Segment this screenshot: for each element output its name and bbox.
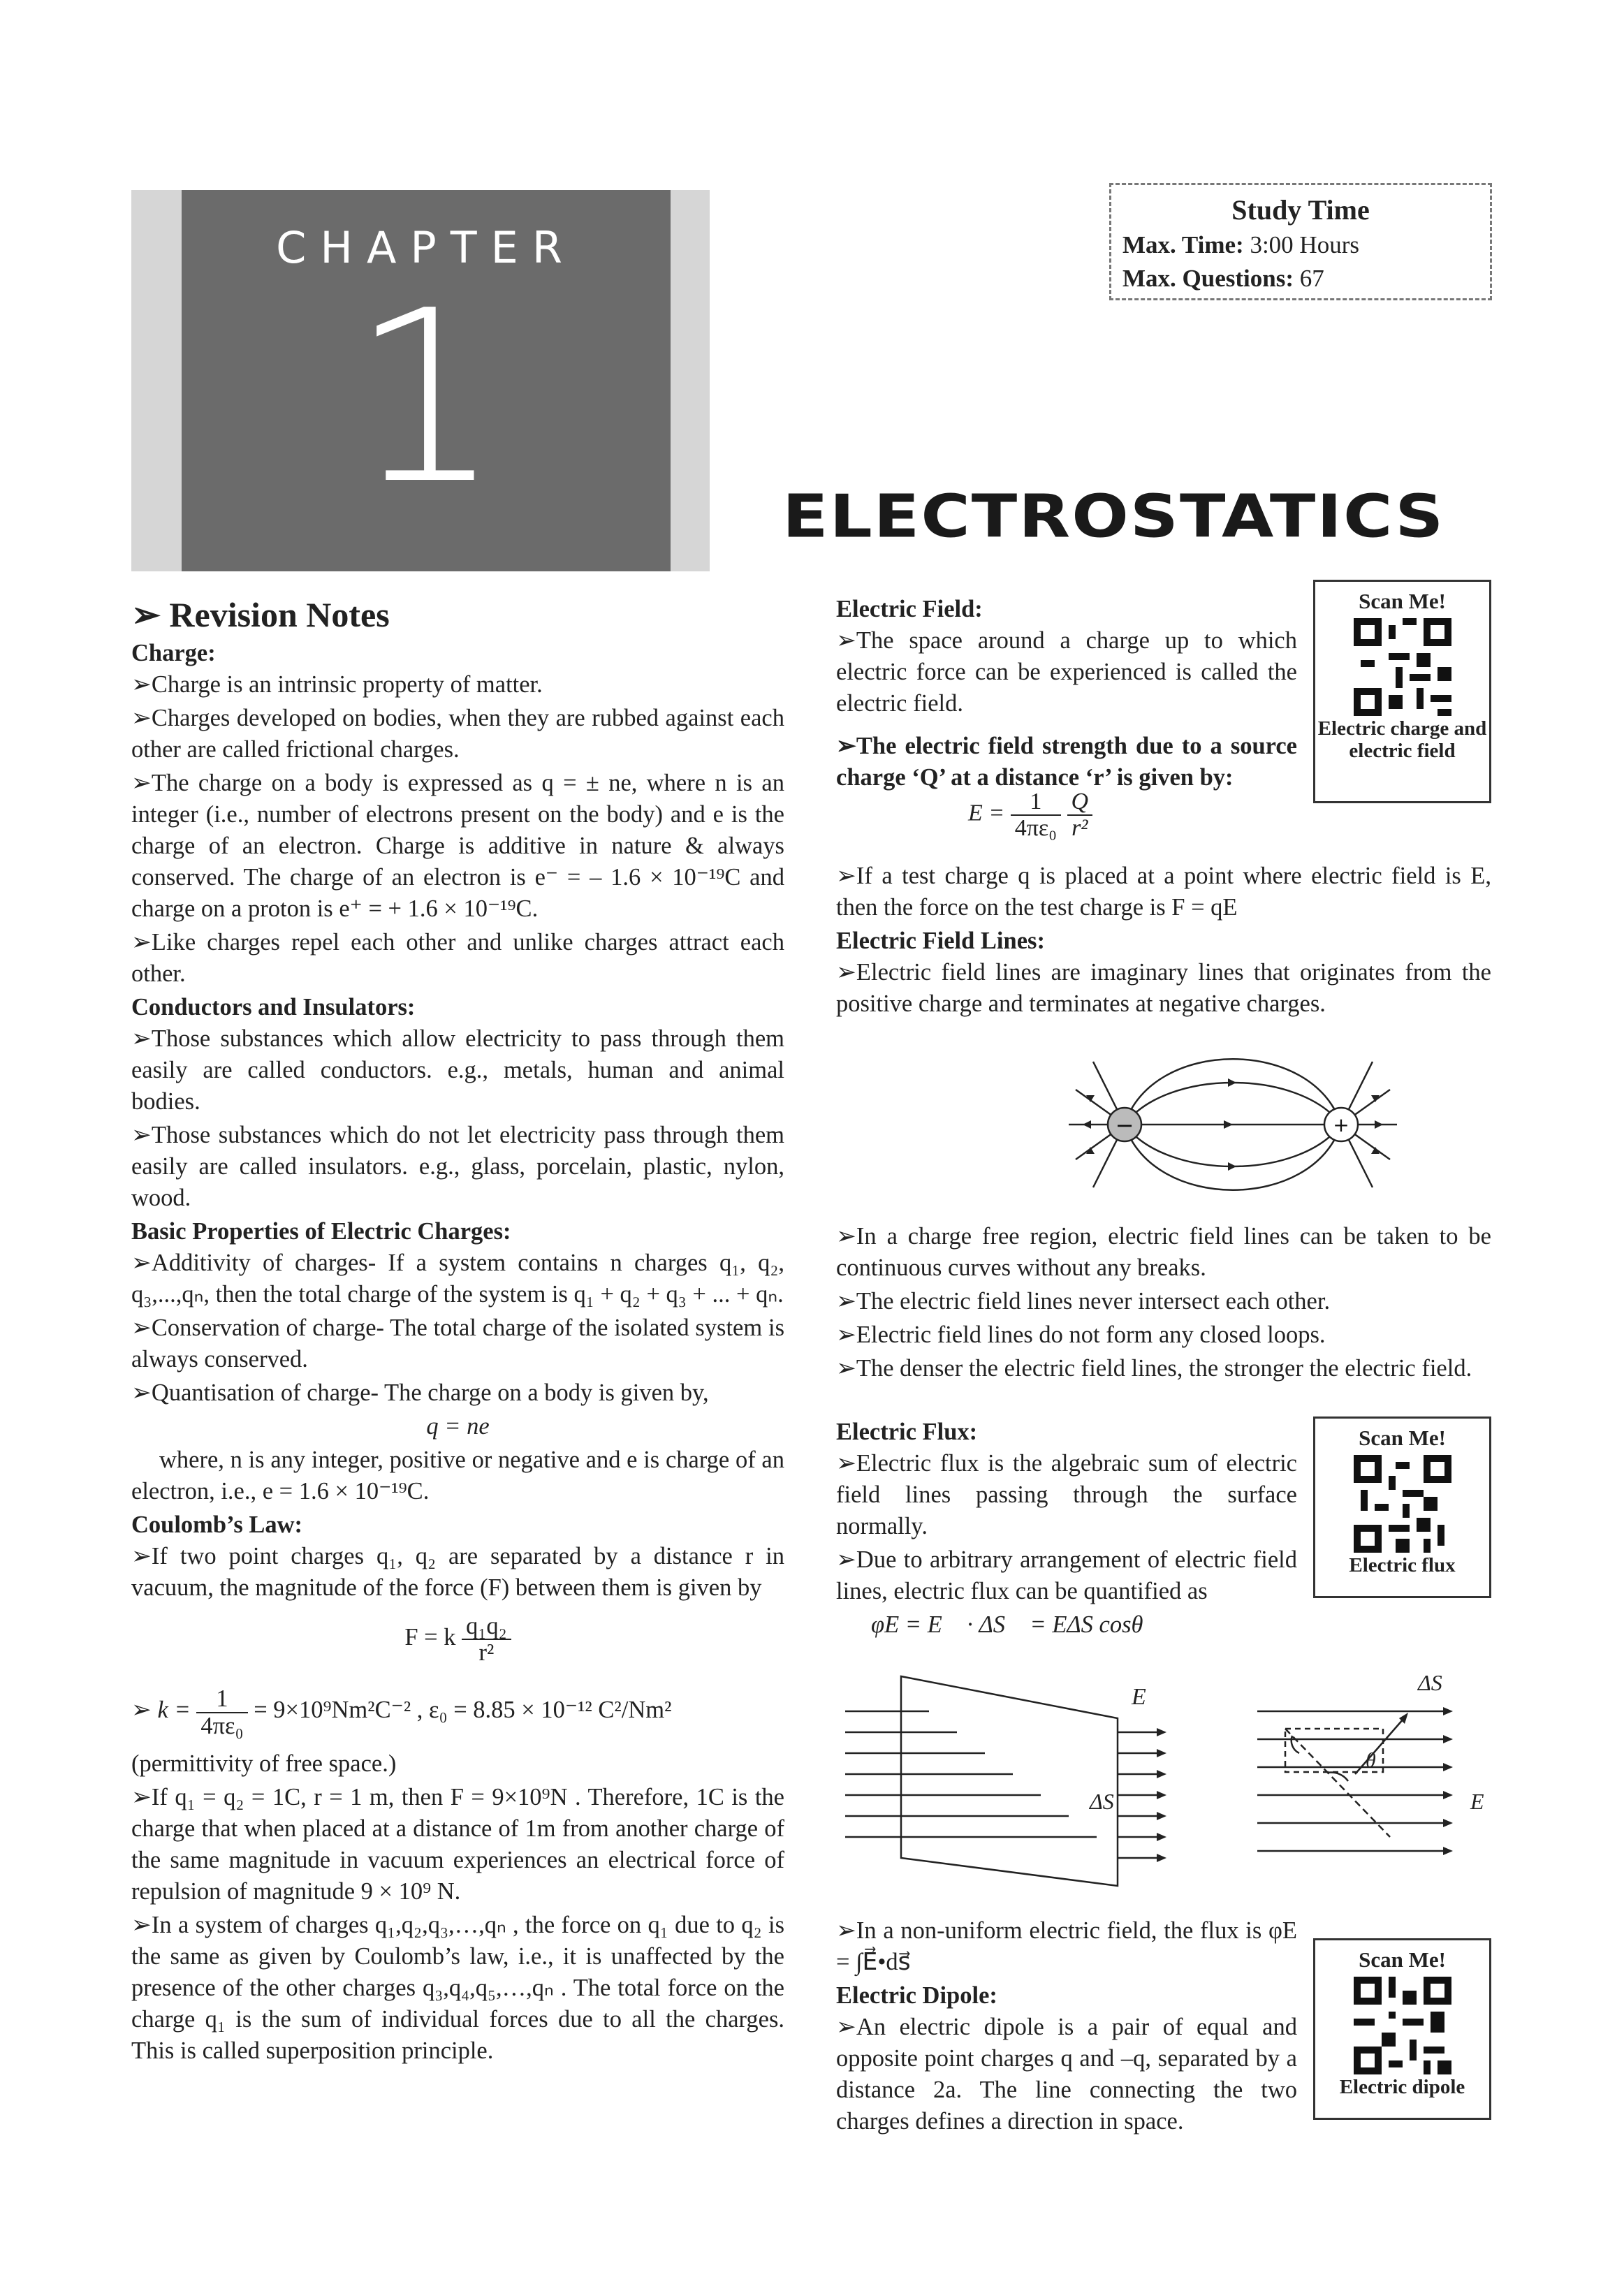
bullet-nonuniform: ➢ In a non-uniform electric field, the flux is φE = ∫E⃗•ds⃗: [836, 1915, 1297, 1978]
flux-diagram: [845, 1669, 1498, 1900]
equation-q-ne: q = ne: [426, 1413, 490, 1440]
equation-k: [131, 1686, 784, 1738]
qr-card-electric-charge[interactable]: [1313, 580, 1491, 803]
qr-scan-label: Scan Me!: [1359, 589, 1446, 613]
equation-coulomb-numerator: q₁q₂: [462, 1613, 511, 1640]
bullet-coulomb-1: ➢ If two point charges q₁, q₂ are separated by a distance r in vacuum, the magnitude of the force (F) between them is given by: [131, 1541, 784, 1604]
qr-code-icon[interactable]: [1354, 1455, 1451, 1553]
equation-field-denominator-2: r²: [1071, 814, 1088, 841]
bullet-lines-4: ➢ Electric field lines do not form any closed loops.: [836, 1319, 1491, 1351]
qr-caption: Electric charge and electric field: [1317, 717, 1487, 762]
bullet-properties-1: ➢ Additivity of charges- If a system contains n charges q₁, q₂, q₃,...,qₙ, then the total charge of the system is q₁ + q₂ + q₃ + ... + qₙ.: [131, 1247, 784, 1310]
qr-scan-label: Scan Me!: [1359, 1426, 1446, 1450]
qr-scan-label: Scan Me!: [1359, 1947, 1446, 1972]
positive-charge-label: +: [1333, 1113, 1349, 1136]
revision-notes-heading: [131, 594, 784, 636]
revision-notes-label: Revision Notes: [169, 595, 390, 634]
max-questions-row: [1122, 265, 1324, 293]
max-time-row: [1122, 231, 1359, 259]
qr-caption: Electric dipole: [1339, 2076, 1465, 2098]
section-heading-coulomb: Coulomb’s Law:: [131, 1511, 303, 1538]
properties-note: where, n is any integer, positive or negative and e is charge of an electron, i.e., e = 1.6 × 10⁻¹⁹C.: [131, 1447, 784, 1505]
section-heading-dipole: Electric Dipole:: [836, 1982, 997, 2009]
max-time-value: 3:00 Hours: [1250, 231, 1359, 258]
bullet-properties-2: ➢ Conservation of charge- The total charge of the isolated system is always conserved.: [131, 1312, 784, 1375]
negative-charge-label: −: [1115, 1112, 1134, 1139]
bullet-dipole-1: ➢ An electric dipole is a pair of equal and opposite point charges q and –q, separated by a distance 2a. The line connecting the two charges defines a direction in space.: [836, 2012, 1297, 2137]
page-title: ELECTROSTATICS: [782, 482, 1445, 551]
section-heading-charge: Charge:: [131, 640, 216, 666]
qr-card-electric-flux[interactable]: [1313, 1416, 1491, 1598]
bullet-charge-2: ➢ Charges developed on bodies, when they are rubbed against each other are called frictional charges.: [131, 703, 784, 766]
bullet-coulomb-2: ➢ If q₁ = q₂ = 1C, r = 1 m, then F = 9×10⁹N . Therefore, 1C is the charge that when placed at a distance of 1m from another charge of the same magnitude in vacuum experiences an electrical force of repulsion of magnitude 9 × 10⁹ N.: [131, 1782, 784, 1908]
bullet-charge-4: ➢ Like charges repel each other and unlike charges attract each other.: [131, 927, 784, 990]
right-column-lines: [836, 1221, 1491, 1386]
section-heading-properties: Basic Properties of Electric Charges:: [131, 1218, 511, 1245]
bullet-charge-3: ➢ The charge on a body is expressed as q = ± ne, where n is an integer (i.e., number of electrons present on the body) and e is the charge of an electron. Charge is additive in nature & always conserved. The charge of an electron is e⁻ = – 1.6 × 10⁻¹⁹C and charge on a proton is e⁺ = + 1.6 × 10⁻¹⁹C.: [131, 768, 784, 925]
max-questions-label: Max. Questions:: [1122, 265, 1294, 292]
bullet-field-3: ➢ If a test charge q is placed at a point where electric field is E, then the force on the test charge is F = qE: [836, 861, 1491, 923]
equation-field-numerator-1: 1: [1011, 789, 1061, 816]
qr-caption: Electric flux: [1349, 1554, 1456, 1576]
bullet-conductors-2: ➢ Those substances which do not let electricity pass through them easily are called insulators. e.g., glass, porcelain, plastic, nylon, wood.: [131, 1120, 784, 1214]
equation-coulomb-fraction: [462, 1613, 511, 1665]
max-time-label: Max. Time:: [1122, 231, 1244, 258]
max-questions-value: 67: [1299, 265, 1324, 292]
equation-field-denominator-1: 4πε₀: [1014, 814, 1058, 841]
flux-diagram-e-label: E: [1132, 1684, 1146, 1710]
bullet-lines-2: ➢ In a charge free region, electric field lines can be taken to be continuous curves without any breaks.: [836, 1221, 1491, 1284]
chapter-number: 1: [350, 260, 502, 536]
bullet-field-1: ➢ The space around a charge up to which electric force can be experienced is called the electric field.: [836, 625, 1297, 719]
qr-card-electric-dipole[interactable]: [1313, 1938, 1491, 2120]
equation-coulomb-denominator: r²: [478, 1639, 495, 1667]
study-time-title: Study Time: [1231, 194, 1370, 226]
bullet-conductors-1: ➢ Those substances which allow electricity to pass through them easily are called conductors. e.g., metals, human and animal bodies.: [131, 1023, 784, 1118]
section-heading-flux: Electric Flux:: [836, 1419, 978, 1445]
equation-coulomb: [131, 1613, 784, 1665]
bullet-charge-1: ➢ Charge is an intrinsic property of matter.: [131, 669, 784, 701]
right-column-top: [836, 594, 1297, 793]
equation-field-fraction-1: [1011, 789, 1061, 840]
bullet-icon: ➢: [131, 1697, 152, 1724]
bullet-flux-2: ➢ Due to arbitrary arrangement of electric field lines, electric flux can be quantified as: [836, 1544, 1297, 1607]
section-heading-electric-field: Electric Field:: [836, 596, 983, 622]
flux-diagram-ds-label: ΔS: [1090, 1789, 1114, 1814]
equation-field-numerator-2: Q: [1067, 789, 1093, 816]
field-lines-diagram: [1062, 1041, 1404, 1208]
equation-k-fraction: [196, 1686, 247, 1738]
arrow-circle-icon: ➢: [131, 595, 161, 634]
equation-coulomb-lhs: F = k: [404, 1624, 456, 1651]
left-column: [131, 594, 784, 2069]
bullet-properties-3: ➢ Quantisation of charge- The charge on a body is given by,: [131, 1377, 784, 1409]
flux-diagram-e-label-2: E: [1470, 1789, 1484, 1814]
flux-diagram-ds-label-2: ΔS: [1418, 1670, 1442, 1695]
equation-k-denominator: 4πε₀: [200, 1712, 244, 1739]
permittivity-note: (permittivity of free space.): [131, 1750, 397, 1777]
right-column-flux: [836, 1416, 1297, 1643]
equation-field-fraction-2: [1067, 789, 1093, 840]
bullet-lines-1: ➢ Electric field lines are imaginary lines that originates from the positive charge and terminates at negative charges.: [836, 957, 1491, 1020]
bullet-lines-3: ➢ The electric field lines never intersect each other.: [836, 1286, 1491, 1317]
right-column-dipole: [836, 1915, 1297, 2139]
equation-field-lhs: E =: [968, 800, 1005, 826]
right-column-middle: [836, 861, 1491, 1022]
equation-k-numerator: 1: [196, 1686, 247, 1713]
flux-diagram-theta-label: θ: [1366, 1749, 1376, 1772]
bullet-flux-1: ➢ Electric flux is the algebraic sum of electric field lines passing through the surface normally.: [836, 1448, 1297, 1542]
qr-code-icon[interactable]: [1354, 618, 1451, 716]
bullet-lines-5: ➢ The denser the electric field lines, the stronger the electric field.: [836, 1353, 1491, 1384]
qr-code-icon[interactable]: [1354, 1977, 1451, 2074]
study-time-box: [1109, 183, 1492, 300]
bullet-field-2: ➢ The electric field strength due to a source charge ‘Q’ at a distance ‘r’ is given by:: [836, 731, 1297, 793]
equation-flux: φE = E⃗ · ΔS⃗ = EΔS cosθ: [871, 1611, 1143, 1638]
section-heading-conductors: Conductors and Insulators:: [131, 994, 416, 1020]
bullet-coulomb-3: ➢ In a system of charges q₁,q₂,q₃,…,qₙ , the force on q₁ due to q₂ is the same as given by Coulomb’s law, i.e., it is unaffected by the presence of the other charges q₃,q₄,q₅,…,qₙ . The total force on the charge q₁ is the sum of individual forces due to all the charges. This is called superposition principle.: [131, 1910, 784, 2067]
equation-field: [968, 789, 1178, 840]
equation-k-value: = 9×10⁹Nm²C⁻² , ε₀ = 8.85 × 10⁻¹² C²/Nm²: [254, 1697, 672, 1724]
equation-k-lhs: k =: [157, 1697, 191, 1724]
chapter-label: CHAPTER: [276, 222, 576, 273]
section-heading-field-lines: Electric Field Lines:: [836, 928, 1045, 954]
